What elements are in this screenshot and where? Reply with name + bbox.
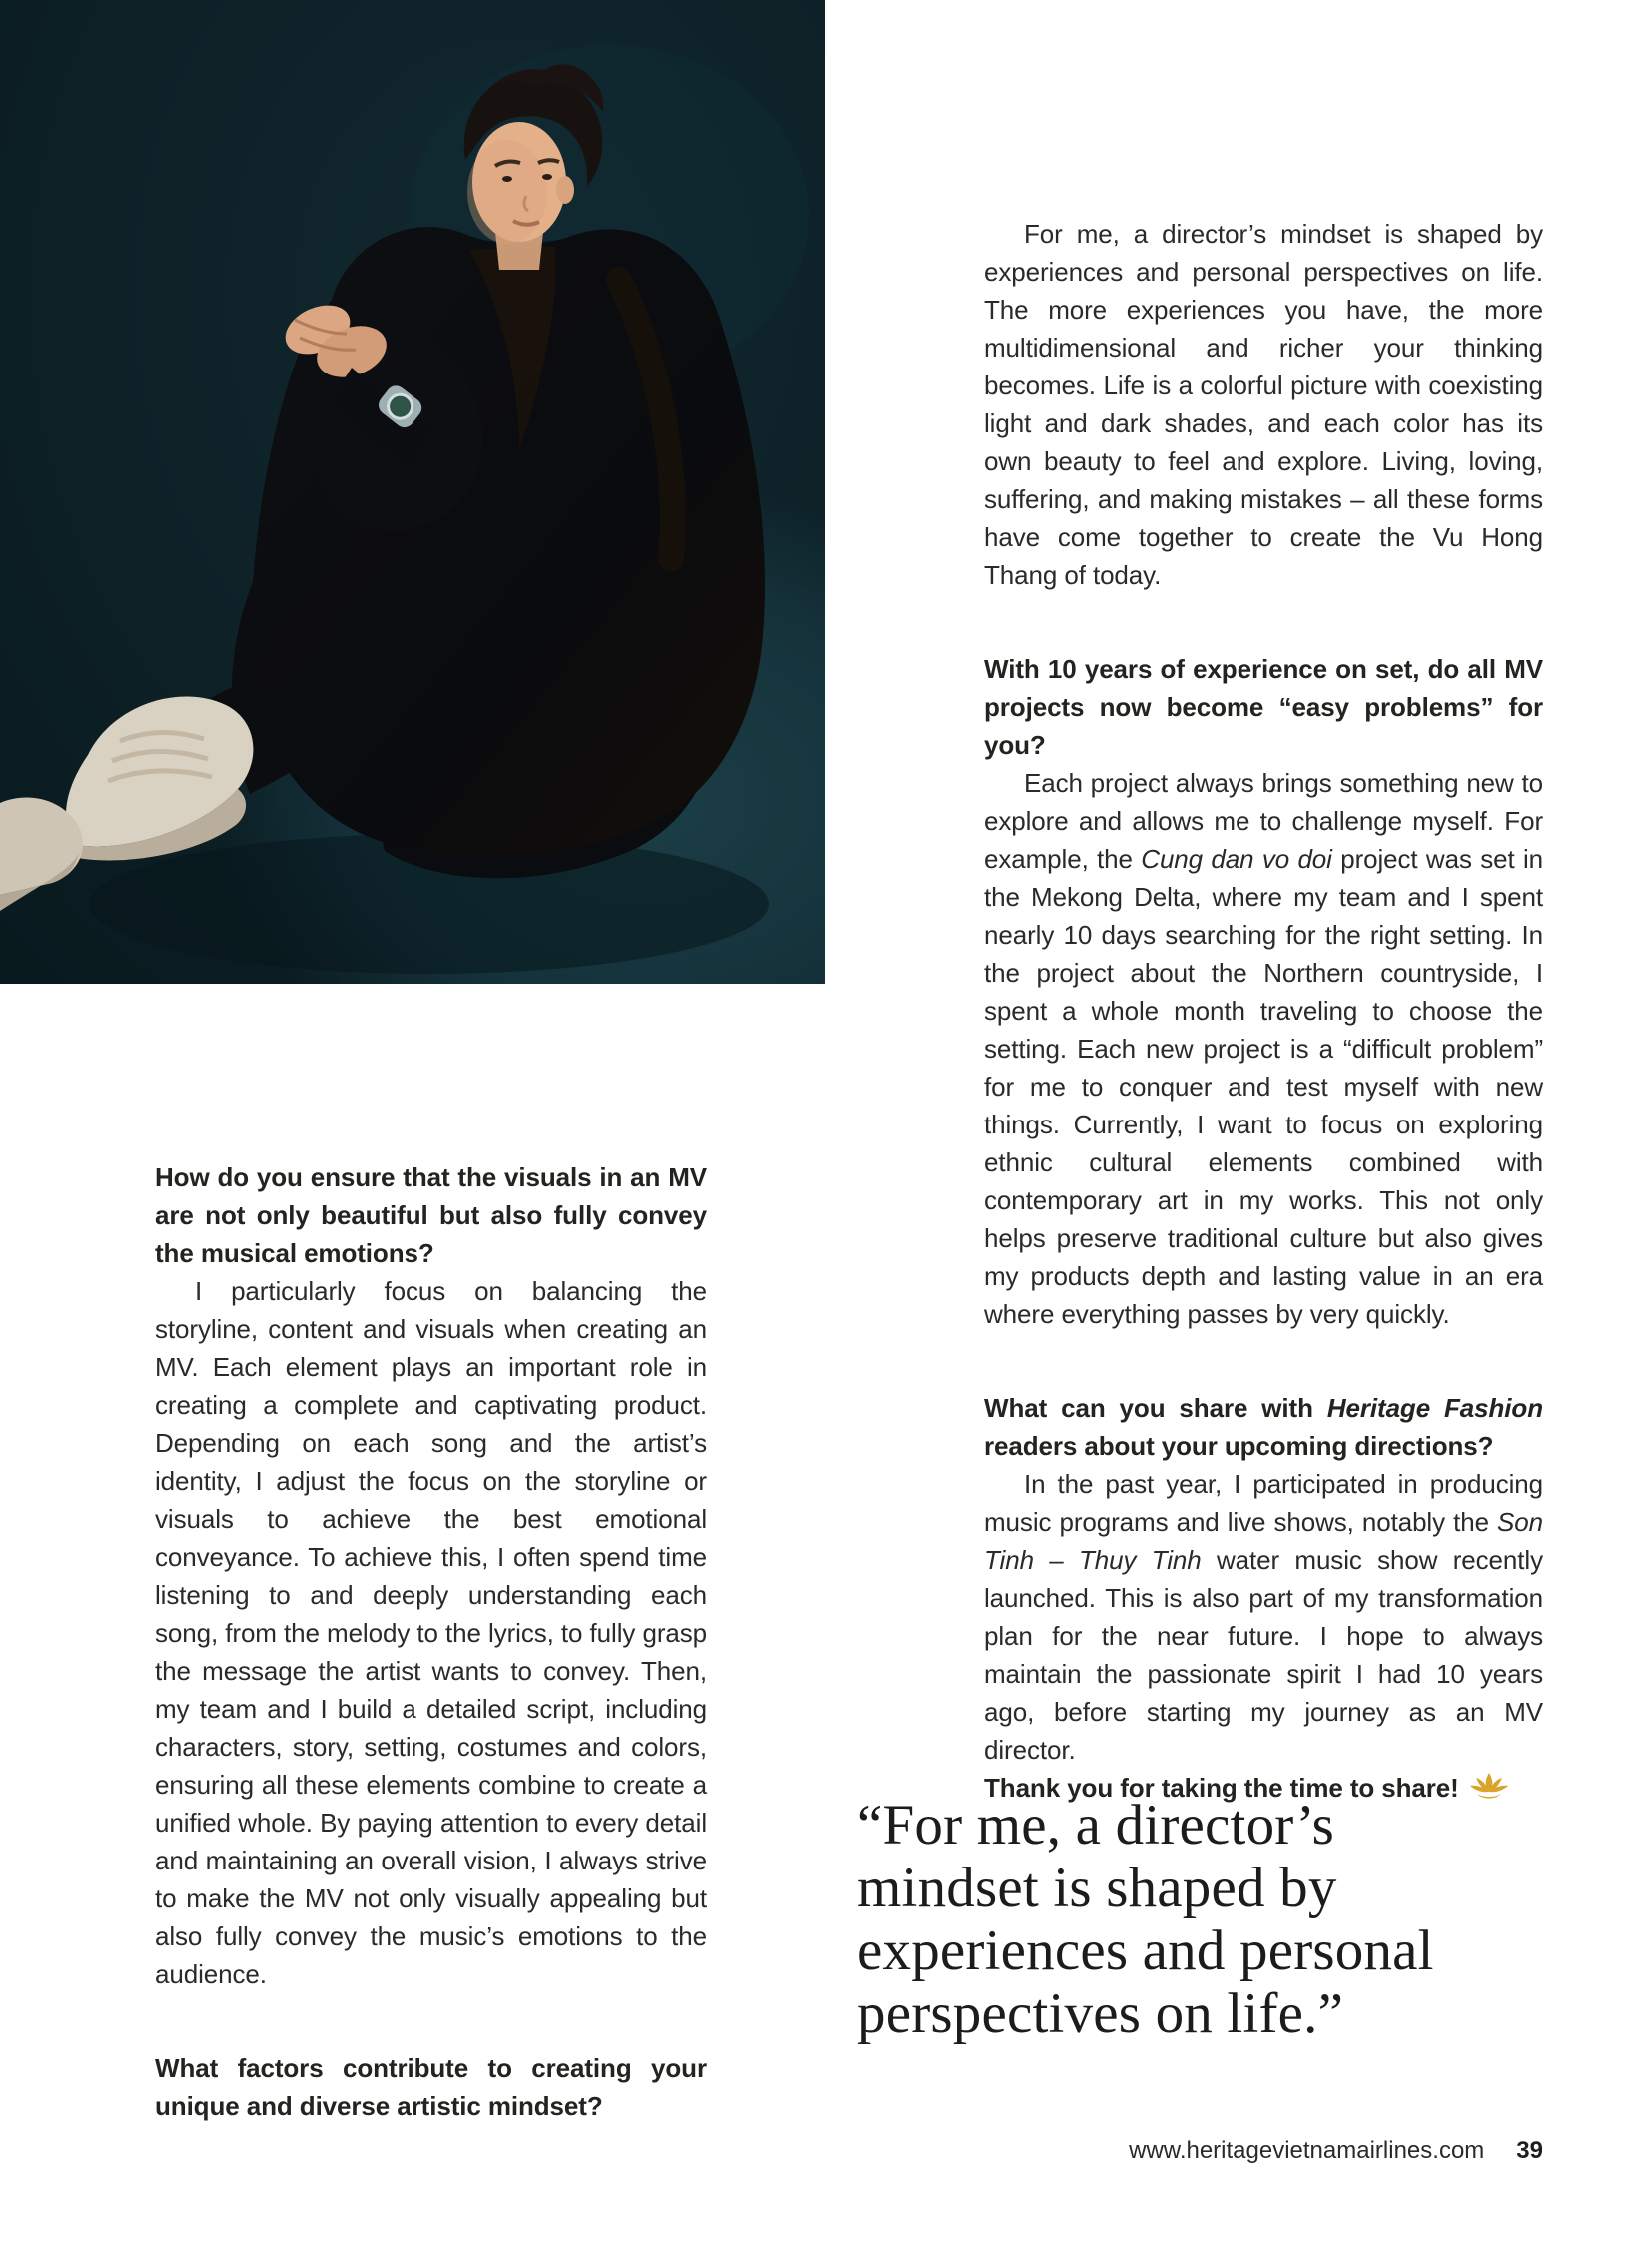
answer-upcoming-directions: In the past year, I participated in producing music programs and live shows, notably the Son Tinh – Thuy Tinh water music show recently launched. This is also part of my transformation plan for the near future. I hope to always maintain the passionate spirit I had 10 years ago, before starting my journey as an MV director. <box>984 1469 1543 1765</box>
interview-right-column <box>984 215 1543 1811</box>
pull-quote: “For me, a director’s mindset is shaped by experiences and personal perspectives on life.” <box>857 1794 1434 2045</box>
interview-left-column <box>155 1158 707 2125</box>
portrait-photo <box>0 0 825 984</box>
question-upcoming-directions: What can you share with Heritage Fashion readers about your upcoming directions? <box>984 1393 1543 1461</box>
page-footer <box>1129 2137 1543 2165</box>
question-visuals: How do you ensure that the visuals in an MV are not only beautiful but also fully convey the musical emotions? <box>155 1162 707 1268</box>
question-artistic-mindset: What factors contribute to creating your unique and diverse artistic mindset? <box>155 2053 707 2121</box>
answer-easy-problems: Each project always brings something new to explore and allows me to challenge myself. For example, the Cung dan vo doi project was set in the Mekong Delta, where my team and I spent nearly 10 days searching for the right setting. In the project about the Northern countryside, I spent a whole month traveling to choose the setting. Each new project is a “difficult problem” for me to conquer and test myself with new things. Currently, I want to focus on exploring ethnic cultural elements combined with contemporary art in my works. This not only helps preserve traditional culture but also gives my products depth and lasting value in an era where everything passes by very quickly. <box>984 768 1543 1329</box>
answer-mindset: For me, a director’s mindset is shaped by experiences and personal perspectives on life. The more experiences you have, the more multidimensional and richer your thinking becomes. Life is a colorful picture with coexisting light and dark shades, and each color has its own beauty to feel and explore. Living, loving, suffering, and making mistakes – all these forms have come together to create the Vu Hong Thang of today. <box>984 219 1543 590</box>
answer-visuals: I particularly focus on balancing the storyline, content and visuals when creating an MV. Each element plays an important role in creating a complete and captivating product. Depending on each song and the artist’s identity, I adjust the focus on the storyline or visuals to achieve the best emotional conveyance. To achieve this, I often spend time listening to and deeply understanding each song, from the melody to the lyrics, to fully grasp the message the artist wants to convey. Then, my team and I build a detailed script, including characters, story, setting, costumes and colors, ensuring all these elements combine to create a unified whole. By paying attention to every detail and maintaining an overall vision, I always strive to make the MV not only visually appealing but also fully convey the music’s emotions to the audience. <box>155 1276 707 1989</box>
website-url: www.heritagevietnamairlines.com <box>1129 2137 1485 2164</box>
page-number: 39 <box>1516 2137 1543 2164</box>
thanks-text: Thank you for taking the time to share! <box>984 1773 1459 1803</box>
question-easy-problems: With 10 years of experience on set, do all MV projects now become “easy problems” for you? <box>984 654 1543 760</box>
portrait-photo-illustration <box>0 0 825 984</box>
